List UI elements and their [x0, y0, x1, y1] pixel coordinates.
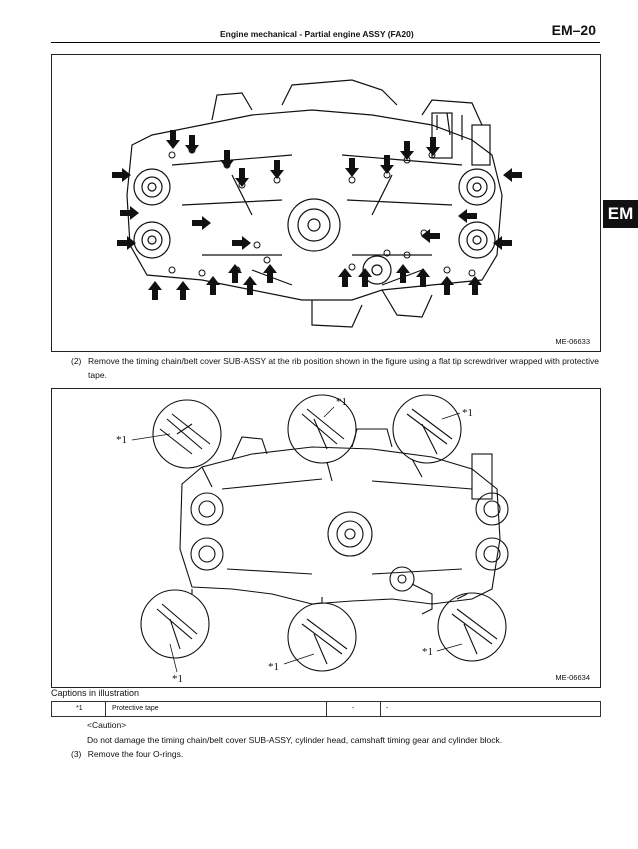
- callout-label-1: *1: [116, 434, 127, 446]
- step-2-text: Remove the timing chain/belt cover SUB-ASSY at the rib position shown in the figure using a flat tip screwdriver wrapped with protective tape.: [88, 356, 600, 380]
- engine-front-arrows-illustration: [52, 55, 600, 351]
- figure-1: [51, 54, 601, 352]
- callout-label-3: *1: [462, 407, 473, 419]
- callout-label-6: *1: [422, 646, 433, 658]
- caption-mark: *1: [76, 705, 83, 712]
- caution-title: <Caution>: [87, 720, 127, 730]
- step-3: [71, 749, 183, 759]
- captions-title: Captions in illustration: [51, 688, 140, 698]
- section-tab: EM: [603, 200, 638, 228]
- callout-label-2: *1: [336, 396, 347, 408]
- callout-label-4: *1: [172, 673, 183, 685]
- step-3-text: Remove the four O-rings.: [87, 749, 184, 759]
- step-2-number: (2): [71, 356, 82, 366]
- caption-divider: [380, 702, 381, 716]
- caption-description: Protective tape: [112, 705, 159, 712]
- figure-2-id: ME-06634: [555, 673, 590, 682]
- header-rule: [51, 42, 600, 43]
- callout-label-5: *1: [268, 661, 279, 673]
- captions-table: [51, 701, 601, 717]
- caption-divider: [326, 702, 327, 716]
- page-header-title: Engine mechanical - Partial engine ASSY (FA20): [220, 29, 414, 39]
- caution-text: Do not damage the timing chain/belt cover SUB-ASSY, cylinder head, camshaft timing gear and cylinder block.: [87, 735, 503, 745]
- page-code: EM–20: [551, 22, 596, 38]
- caption-mark-2: -: [352, 705, 355, 712]
- caption-divider: [105, 702, 106, 716]
- engine-front-detail-illustration: [52, 389, 600, 687]
- caption-description-2: -: [386, 705, 389, 712]
- figure-2: [51, 388, 601, 688]
- step-3-number: (3): [71, 749, 82, 759]
- figure-1-id: ME-06633: [555, 337, 590, 346]
